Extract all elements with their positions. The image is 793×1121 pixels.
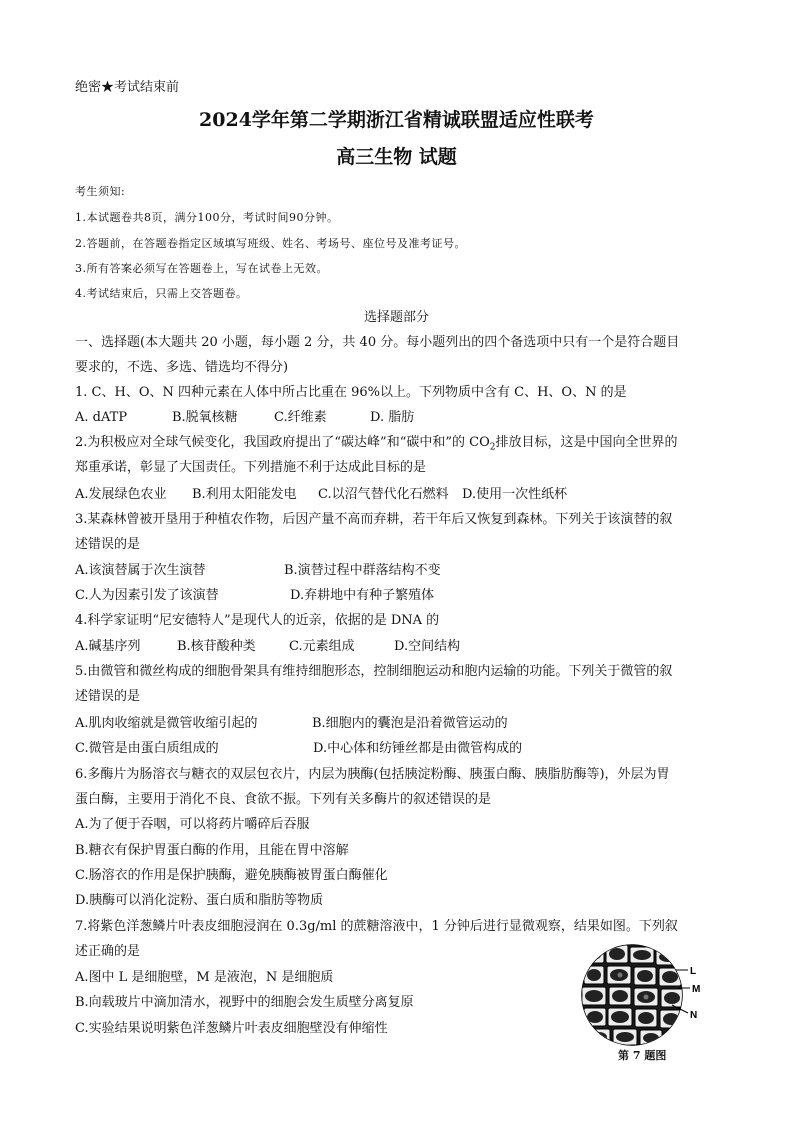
question-1-stem: 1. C、H、O、N 四种元素在人体中所占比重在 96%以上。下列物质中含有 C、H、O、N 的是 (75, 385, 627, 400)
option-b: B.糖衣有保护胃蛋白酶的作用，且能在胃中溶解 (75, 843, 349, 858)
question-3-stem-line2: 述错误的是 (75, 537, 141, 552)
question-3-stem: 3.某森林曾被开垦用于种植农作物，后因产量不高而弃耕，若干年后又恢复到森林。下列关于该演替的叙 (75, 512, 673, 527)
option-b: B.细胞内的囊泡是沿着微管运动的 (312, 716, 508, 731)
option-a: A.肌肉收缩就是微管收缩引起的 (75, 716, 258, 731)
q2-subscript: 2 (489, 442, 496, 453)
confidential-mark: 绝密★考试结束前 (75, 80, 180, 95)
option-b: B.核苷酸种类 (177, 639, 256, 654)
option-d: D.胰酶可以消化淀粉、蛋白质和脂肪等物质 (75, 893, 324, 908)
figure-caption: 第 7 题图 (618, 1049, 667, 1062)
question-5-stem-line2: 述错误的是 (75, 689, 141, 704)
option-c: C.以沼气替代化石燃料 (318, 487, 449, 502)
option-c: C.纤维素 (274, 410, 327, 425)
notice-item: 4.考试结束后，只需上交答题卷。 (75, 287, 248, 300)
option-a: A. dATP (75, 410, 128, 425)
question-4-stem: 4.科学家证明“尼安德特人”是现代人的近亲，依据的是 DNA 的 (75, 613, 440, 628)
option-a: A.碱基序列 (75, 639, 141, 654)
notice-item: 1.本试题卷共8页，满分100分，考试时间90分钟。 (75, 211, 339, 224)
label-l: L (690, 966, 697, 977)
option-d: D.使用一次性纸杯 (462, 487, 568, 502)
option-c: C.人为因素引发了该演替 (75, 588, 219, 603)
option-c: C.元素组成 (289, 639, 355, 654)
option-b: B.演替过程中群落结构不变 (284, 563, 441, 578)
label-n: N (690, 1010, 698, 1021)
option-c: C.肠溶衣的作用是保护胰酶，避免胰酶被胃蛋白酶催化 (75, 868, 388, 883)
onion-cell-micrograph (580, 943, 710, 1058)
option-d: D. 脂肪 (370, 410, 415, 425)
section-intro: 一、选择题(本大题共 20 小题，每小题 2 分，共 40 分。每小题列出的四个备选项中只有一个是符合题目 (75, 335, 680, 350)
question-5-stem: 5.由微管和微丝构成的细胞骨架具有维持细胞形态，控制细胞运动和胞内运输的功能。下列关于微管的叙 (75, 664, 673, 679)
option-d: D.空间结构 (394, 639, 461, 654)
option-c: C.微管是由蛋白质组成的 (75, 741, 219, 756)
option-a: A.图中 L 是细胞壁，M 是液泡，N 是细胞质 (75, 970, 334, 985)
exam-title: 2024学年第二学期浙江省精诚联盟适应性联考 (199, 109, 594, 131)
question-6-stem-line2: 蛋白酶，主要用于消化不良、食欲不振。下列有关多酶片的叙述错误的是 (75, 792, 492, 807)
notice-item: 2.答题前，在答题卷指定区域填写班级、姓名、考场号、座位号及准考证号。 (75, 237, 466, 250)
question-7-stem-line2: 述正确的是 (75, 944, 141, 959)
notice-item: 3.所有答案必须写在答题卷上，写在试卷上无效。 (75, 262, 328, 275)
q2-stem-part: 2.为积极应对全球气候变化，我国政府提出了“碳达峰”和“碳中和”的 CO (75, 435, 490, 450)
option-a: A.为了便于吞咽，可以将药片嚼碎后吞服 (75, 817, 310, 832)
section-title: 选择题部分 (363, 310, 429, 325)
option-b: B.脱氧核糖 (172, 410, 238, 425)
option-d: D.中心体和纺锤丝都是由微管构成的 (313, 741, 523, 756)
question-2-stem (75, 435, 677, 456)
exam-subtitle: 高三生物 试题 (336, 146, 457, 168)
option-c: C.实验结果说明紫色洋葱鳞片叶表皮细胞壁没有伸缩性 (75, 1021, 388, 1036)
option-d: D.弃耕地中有种子繁殖体 (290, 588, 435, 603)
option-a: A.该演替属于次生演替 (75, 563, 206, 578)
notice-heading: 考生须知: (75, 185, 126, 198)
question-2-stem-line2: 郑重承诺，彰显了大国责任。下列措施不利于达成此目标的是 (75, 460, 427, 475)
q2-stem-part: 排放目标，这是中国向全世界的 (495, 435, 678, 450)
option-a: A.发展绿色农业 (75, 487, 167, 502)
question-7-stem: 7.将紫色洋葱鳞片叶表皮细胞浸润在 0.3g/ml 的蔗糖溶液中，1 分钟后进行显微观察，结果如图。下列叙 (75, 919, 678, 934)
section-intro: 要求的，不选、多选、错选均不得分) (75, 360, 289, 375)
label-m: M (692, 984, 701, 995)
option-b: B.向载玻片中滴加清水，视野中的细胞会发生质壁分离复原 (75, 995, 414, 1010)
option-b: B.利用太阳能发电 (192, 487, 297, 502)
question-6-stem: 6.多酶片为肠溶衣与糖衣的双层包衣片，内层为胰酶(包括胰淀粉酶、胰蛋白酶、胰脂肪酶等)，外层为胃 (75, 767, 670, 782)
